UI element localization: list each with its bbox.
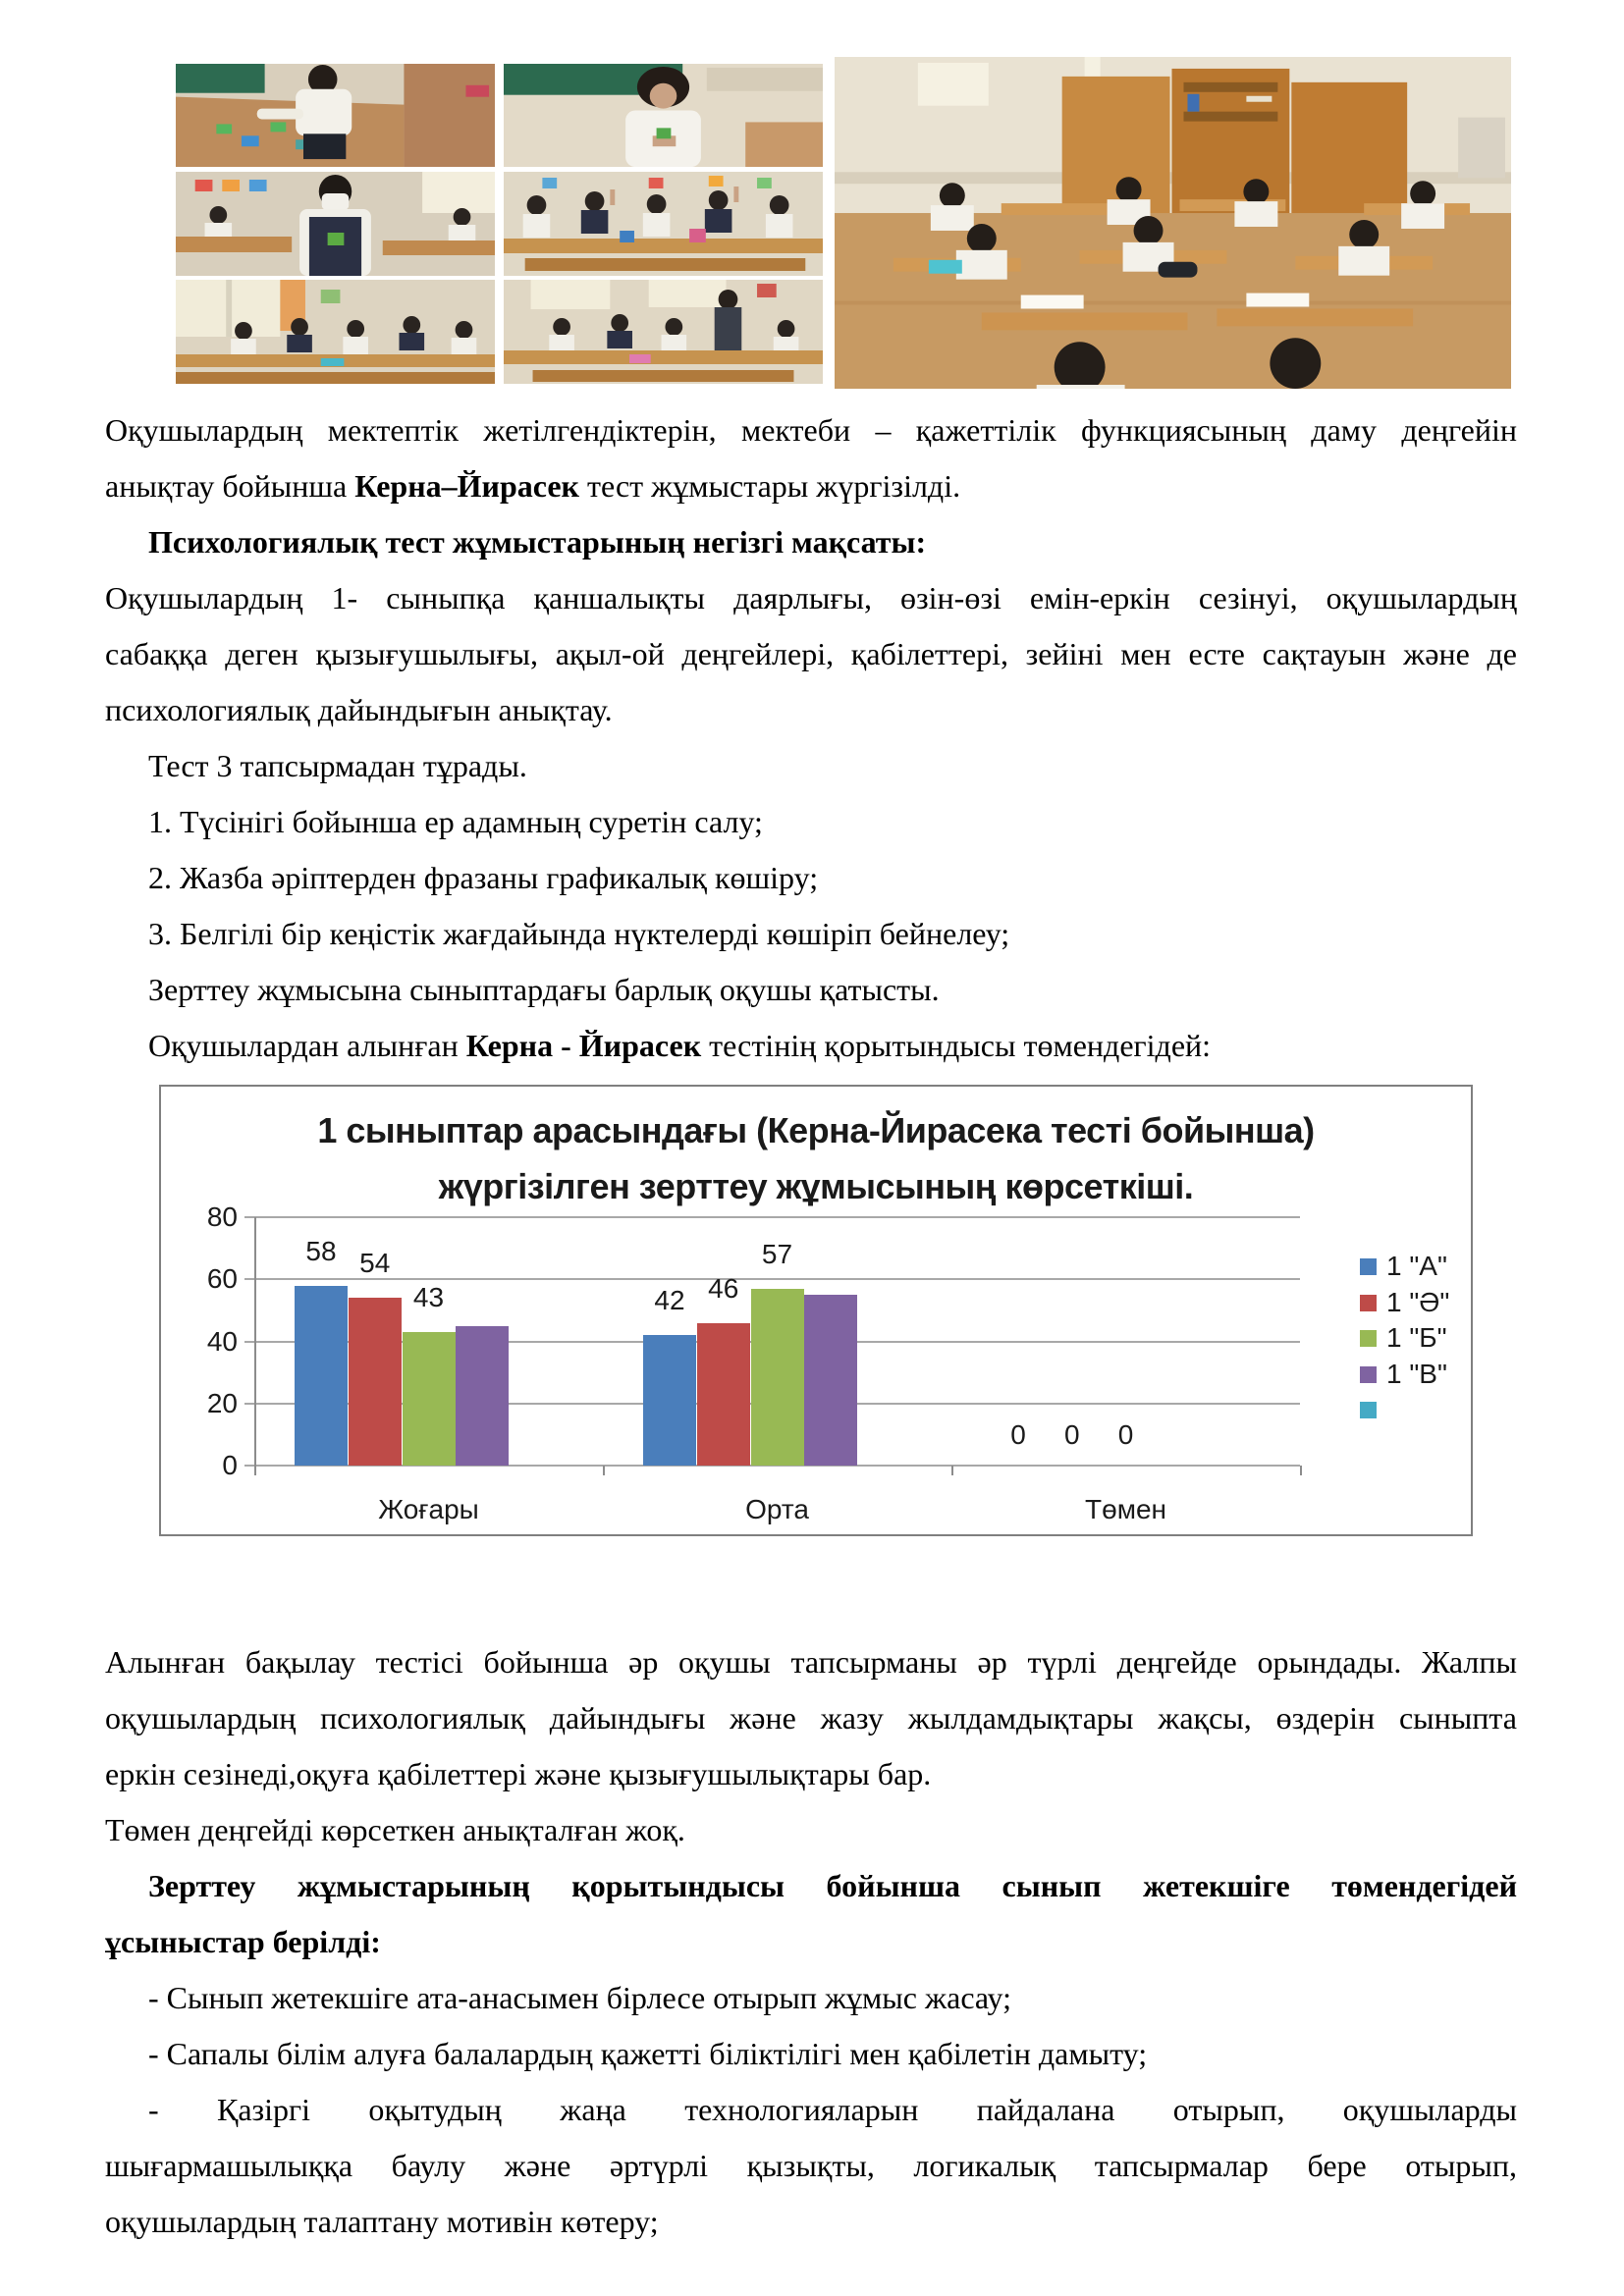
text-line: 2. Жазба әріптерден фразаны графикалық көшіру; xyxy=(148,860,819,895)
text-line: Төмен деңгейді көрсеткен анықталған жоқ. xyxy=(105,1812,685,1847)
y-axis-label-0: 0 xyxy=(222,1450,238,1480)
text-line: - Сапалы білім алуға балалардың қажетті біліктілігі мен қабілетін дамыту; xyxy=(148,2036,1148,2071)
text-line: Оқушылардың мектептік жетілгендіктерін, мектеби – қажеттілік функциясының даму деңгейін xyxy=(105,412,1517,448)
legend-swatch xyxy=(1360,1258,1377,1275)
document-body-bottom xyxy=(0,1634,1624,2250)
legend-label: 1 "В" xyxy=(1386,1358,1447,1389)
bar-value-label: 42 xyxy=(654,1285,685,1316)
bar-value-label: 46 xyxy=(708,1272,739,1304)
text-line: Психологиялық тест жұмыстарының негізгі мақсаты: xyxy=(148,524,927,560)
text-line: Оқушылардан алынған Керна - Йирасек тестінің қорытындысы төмендегідей: xyxy=(148,1028,1212,1063)
bar-value-label: 58 xyxy=(305,1235,337,1266)
bar-value-label: 57 xyxy=(761,1238,793,1269)
text-line: Оқушылардың 1- сыныпқа қаншалықты даярлығы, өзін-өзі емін-еркін сезінуі, оқушылардың xyxy=(105,580,1517,615)
text-line: шығармашылыққа баулу және әртүрлі қызықты, логикалық тапсырмалар бере отырып, xyxy=(105,2148,1517,2183)
bar-value-label: 43 xyxy=(412,1282,445,1312)
chart-section xyxy=(0,1085,1624,1536)
legend-label: 1 "А" xyxy=(1386,1251,1447,1281)
text-line: 3. Белгілі бір кеңістік жағдайында нүктелерді көшіріп бейнелеу; xyxy=(148,916,1010,951)
y-axis-label-40: 40 xyxy=(206,1325,238,1357)
chart-title-line-2: жүргізілген зерттеу жұмысының көрсеткіші. xyxy=(438,1166,1194,1206)
test-results-chart xyxy=(159,1085,1473,1536)
chart-legend xyxy=(161,1087,1471,1534)
text-line: сабаққа деген қызығушылығы, ақыл-ой деңгейлері, қабілеттері, зейіні мен есте сақтауын және де xyxy=(105,636,1517,671)
legend-swatch xyxy=(1360,1330,1377,1347)
text-line: Зерттеу жұмыстарының қорытындысы бойынша сынып жетекшіге төмендегідей xyxy=(148,1868,1517,1903)
y-axis-label-60: 60 xyxy=(206,1263,238,1295)
bar-value-label: 0 xyxy=(1063,1419,1080,1450)
category-label-Жоғары: Жоғары xyxy=(378,1494,479,1524)
y-axis-label-80: 80 xyxy=(206,1201,238,1232)
legend-label: 1 "Ә" xyxy=(1386,1286,1450,1317)
text-line: Зерттеу жұмысына сыныптардағы барлық оқушы қатысты. xyxy=(148,972,940,1007)
category-label-Орта: Орта xyxy=(745,1494,809,1524)
bar-value-label: 54 xyxy=(359,1248,391,1279)
text-line: оқушылардың психологиялық дайындығы және жазу жылдамдықтары жақсы, өздерін сыныпта xyxy=(105,1700,1517,1735)
text-line: анықтау бойынша Керна–Йирасек тест жұмыстары жүргізілді. xyxy=(105,468,961,504)
text-line: оқушылардың талаптану мотивін көтеру; xyxy=(105,2204,659,2239)
y-axis-label-20: 20 xyxy=(206,1387,238,1418)
text-line: - Сынып жетекшіге ата-анасымен бірлесе отырып жұмыс жасау; xyxy=(148,1980,1011,2015)
chart-title-line-1: 1 сыныптар арасындағы (Керна-Йирасека тесті бойынша) xyxy=(317,1110,1315,1150)
bar-value-label: 0 xyxy=(1010,1419,1026,1450)
legend-swatch xyxy=(1360,1295,1377,1311)
text-line: психологиялық дайындығын анықтау. xyxy=(105,692,613,727)
category-label-Төмен: Төмен xyxy=(1085,1494,1166,1524)
bar-value-label: 0 xyxy=(1117,1419,1134,1450)
legend-swatch xyxy=(1360,1366,1377,1383)
text-line: еркін сезінеді,оқуға қабілеттері және қызығушылықтары бар. xyxy=(105,1756,932,1791)
text-line: 1. Түсінігі бойынша ер адамның суретін салу; xyxy=(148,804,763,839)
text-line: - Қазіргі оқытудың жаңа технологияларын пайдалана отырып, оқушыларды xyxy=(148,2092,1517,2127)
text-line: Алынған бақылау тестісі бойынша әр оқушы тапсырманы әр түрлі деңгейде орындады. Жалпы xyxy=(105,1644,1517,1680)
text-line: ұсыныстар берілді: xyxy=(105,1924,381,1959)
document-body-top xyxy=(0,0,1624,1074)
legend-swatch xyxy=(1360,1402,1377,1418)
text-line: Тест 3 тапсырмадан тұрады. xyxy=(148,748,527,783)
legend-label: 1 "Б" xyxy=(1386,1322,1447,1353)
